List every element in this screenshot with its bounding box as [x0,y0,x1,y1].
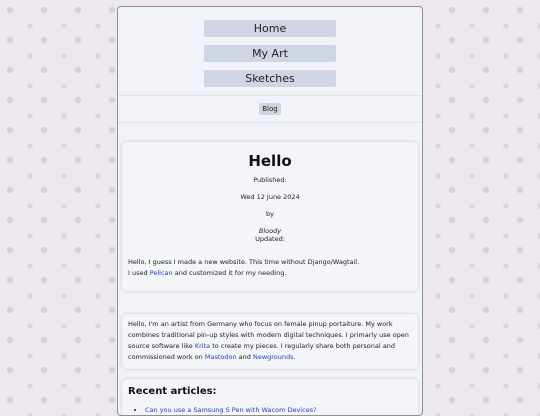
nav-home-button[interactable]: Home [204,20,336,37]
recent-article-link[interactable]: Can you use a Samsung S Pen with Wacom Devices? [145,406,317,414]
published-label: Published: [253,176,287,184]
subnav-divider [118,122,422,123]
by-label: by [266,210,274,218]
newgrounds-link[interactable]: Newgrounds [252,353,294,361]
nav-sketches-button[interactable]: Sketches [204,70,336,87]
article-line-1: Hello, I guess I made a new website. This time without Django/Wagtail. [128,258,360,266]
published-date: Wed 12 June 2024 [240,193,300,201]
intro-and: and [236,353,253,361]
subnav [118,96,422,122]
intro-part-2: to create my pieces. I regularly share both personal and commissioned work on [128,342,395,361]
intro-card [122,314,418,369]
intro-end: . [293,353,296,361]
article-card [122,142,418,291]
pelican-link[interactable]: Pelican [149,269,173,277]
article-line-2-pre: I used [128,269,150,277]
article-line-2-post: and customized it for my needing. [172,269,287,277]
intro-text [128,319,412,363]
main-nav [118,7,422,87]
list-item [145,405,412,415]
recent-articles-heading: Recent articles: [128,386,217,397]
author-name[interactable]: Bloody [258,227,282,235]
recent-articles-card [122,379,418,416]
nav-my-art-button[interactable]: My Art [204,45,336,62]
intro-part-1: Hello, I'm an artist from Germany who focus on female pinup portaiture. My work combines traditional pin-up styles with modern digital techniques. I primarly use open source software like [128,320,409,350]
article-title: Hello [248,152,292,170]
page-container [117,6,423,416]
updated-label: Updated: [255,235,285,243]
article-line-2 [128,268,412,279]
blog-link[interactable]: Blog [259,103,280,115]
article-body [128,257,412,279]
krita-link[interactable]: Krita [194,342,211,350]
mastodon-link[interactable]: Mastodon [204,353,237,361]
article-meta [128,176,412,243]
recent-articles-list [128,405,412,415]
